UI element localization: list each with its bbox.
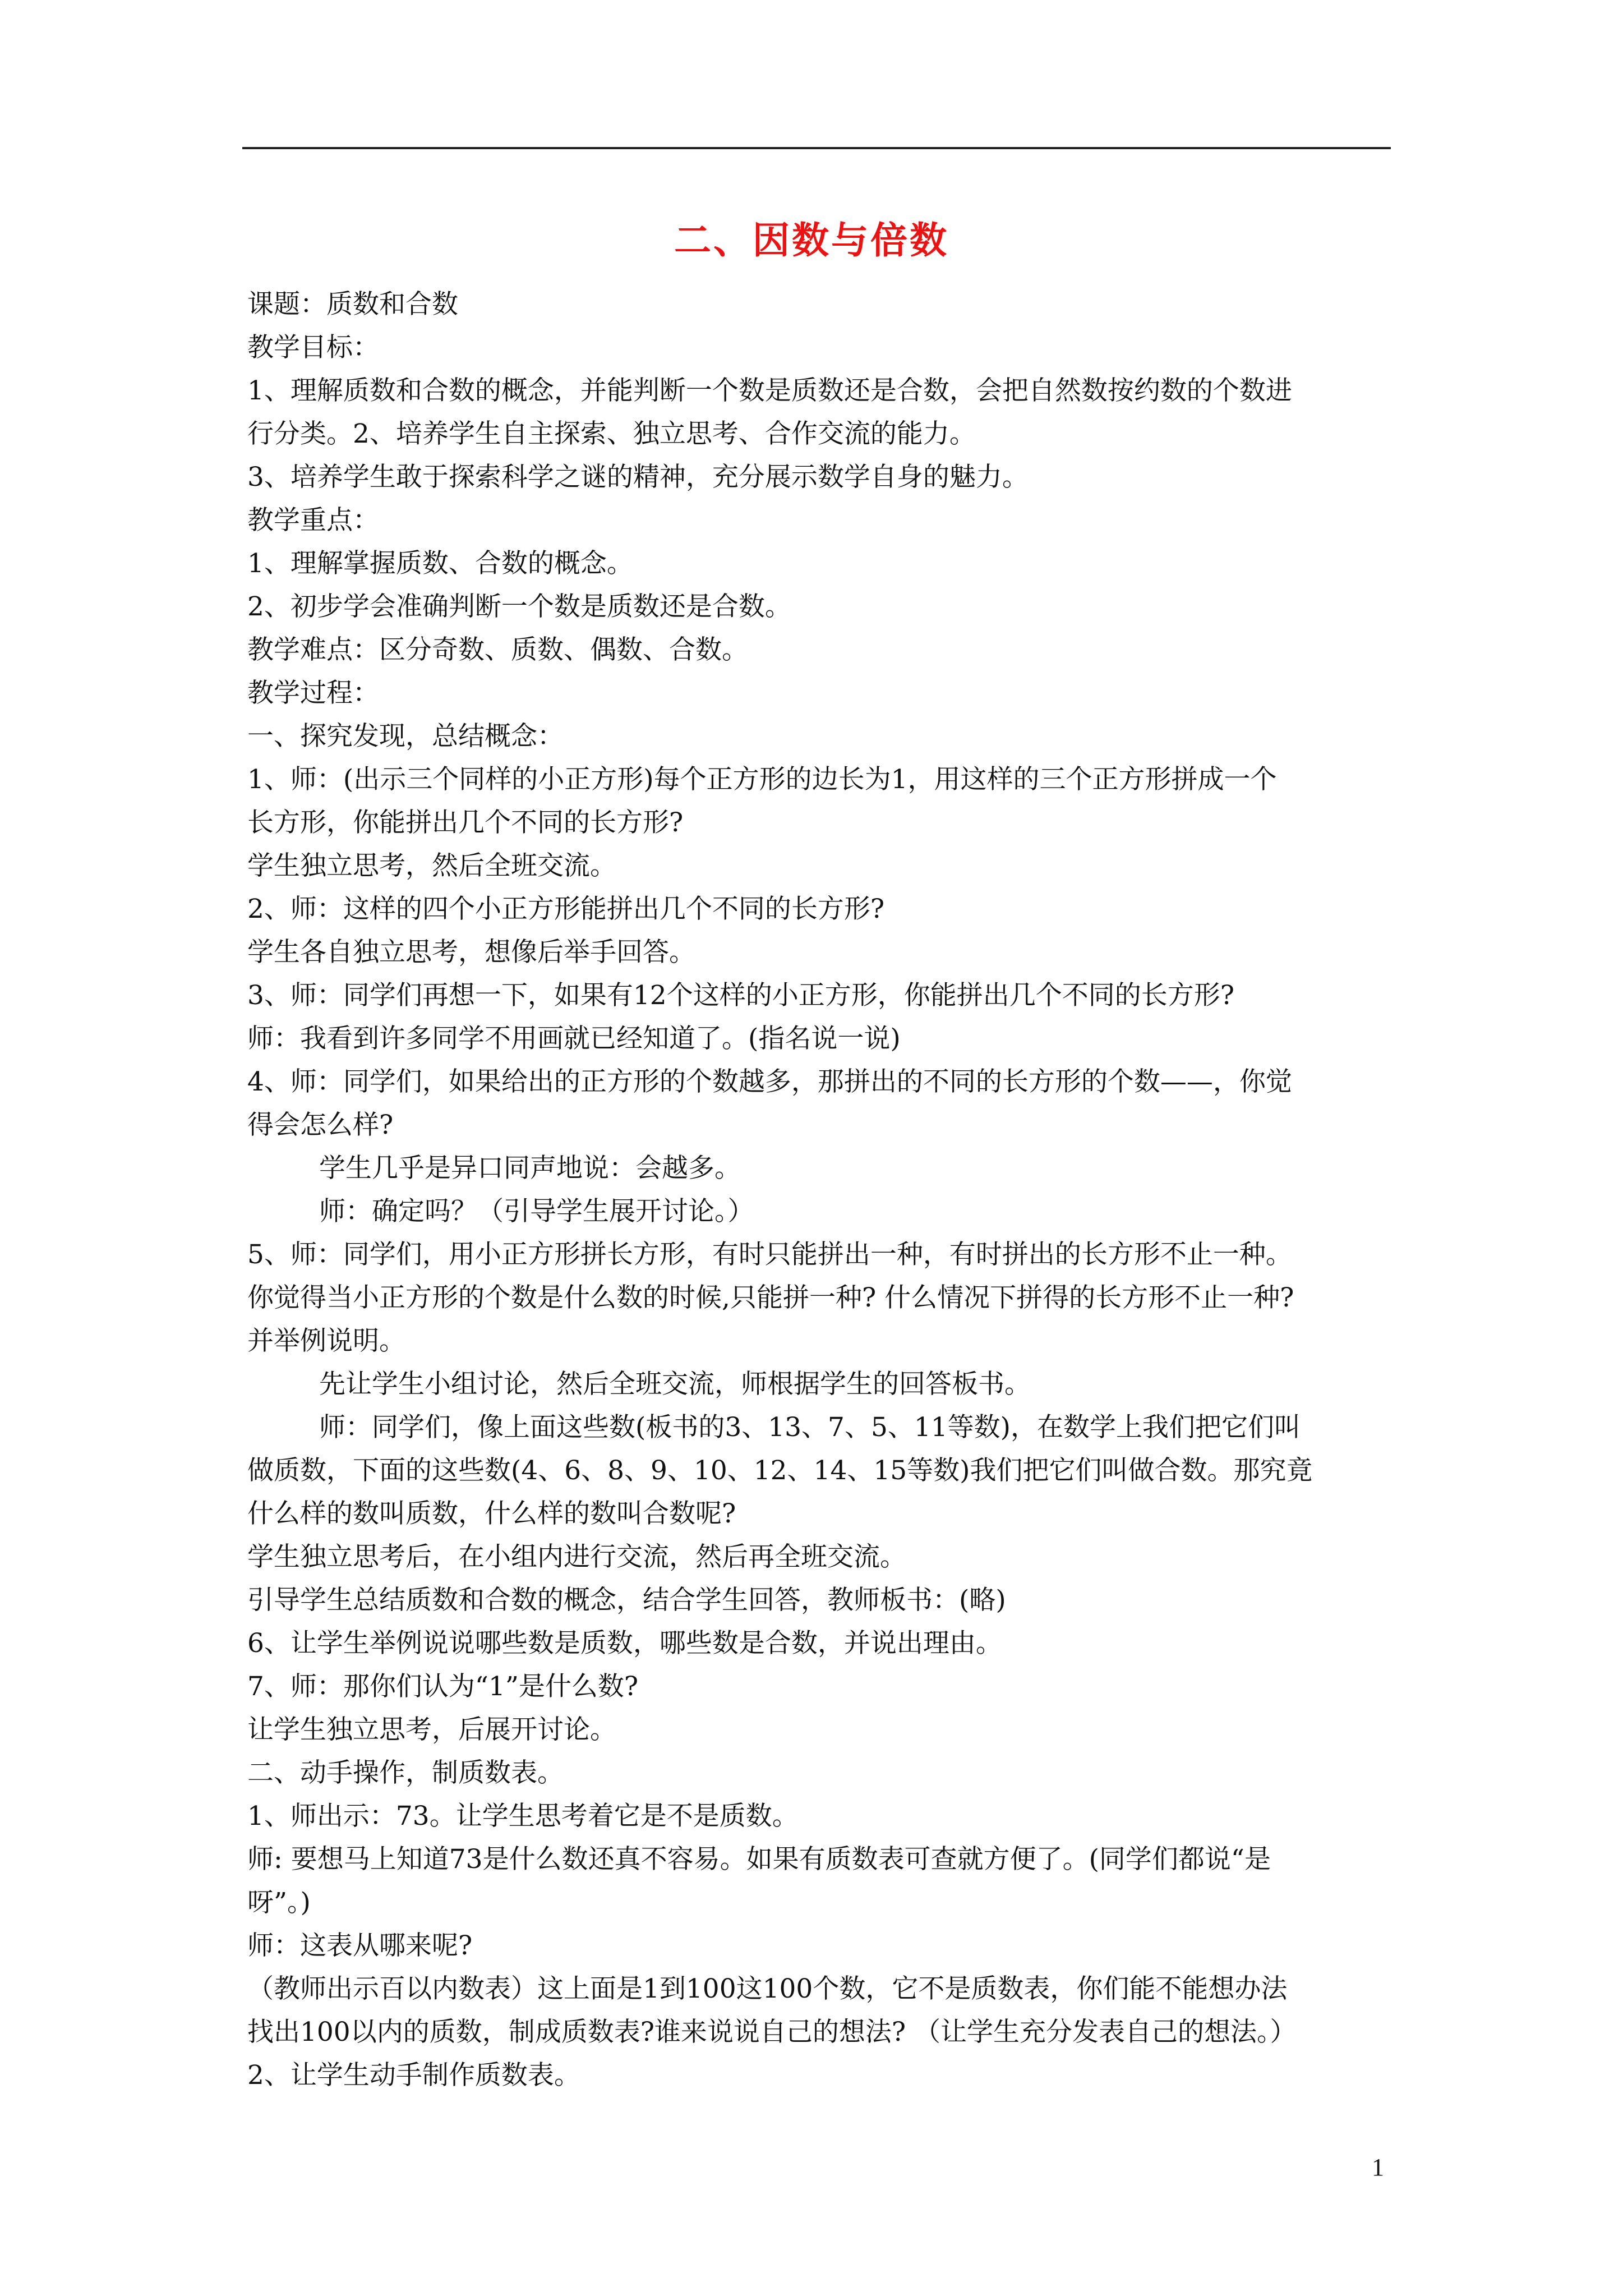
text-line: 你觉得当小正方形的个数是什么数的时候,只能拼一种? 什么情况下拼得的长方形不止一种?	[247, 1282, 1294, 1313]
text-line: 得会怎么样?	[247, 1110, 394, 1140]
text-line: 找出100以内的质数，制成质数表?谁来说说自己的想法? （让学生充分发表自己的想法。）	[247, 2017, 1297, 2047]
text-line: 课题：质数和合数	[247, 289, 458, 320]
text-line: 2、师：这样的四个小正方形能拼出几个不同的长方形?	[247, 894, 885, 924]
text-line: 师：同学们，像上面这些数(板书的3、13、7、5、11等数)，在数学上我们把它们叫	[319, 1412, 1301, 1443]
text-line: 教学目标：	[247, 332, 379, 363]
text-line: 并举例说明。	[247, 1326, 405, 1356]
text-line: 让学生独立思考，后展开讨论。	[247, 1714, 616, 1745]
text-line: 学生各自独立思考，想像后举手回答。	[247, 937, 695, 968]
text-line: 5、师：同学们，用小正方形拼长方形，有时只能拼出一种，有时拼出的长方形不止一种。	[247, 1239, 1292, 1270]
text-line: （教师出示百以内数表）这上面是1到100这100个数，它不是质数表，你们能不能想办法	[247, 1973, 1288, 2004]
text-line: 3、师：同学们再想一下，如果有12个这样的小正方形，你能拼出几个不同的长方形?	[247, 980, 1234, 1011]
text-line: 什么样的数叫质数，什么样的数叫合数呢?	[247, 1498, 736, 1529]
text-line: 教学过程：	[247, 678, 379, 708]
text-line: 师: 要想马上知道73是什么数还真不容易。如果有质数表可查就方便了。(同学们都说“是	[247, 1844, 1271, 1875]
text-line: 教学难点：区分奇数、质数、偶数、合数。	[247, 634, 748, 665]
text-line: 一、探究发现，总结概念：	[247, 721, 564, 752]
text-line: 教学重点：	[247, 505, 379, 536]
text-line: 1、理解掌握质数、合数的概念。	[247, 548, 633, 579]
text-line: 1、理解质数和合数的概念，并能判断一个数是质数还是合数，会把自然数按约数的个数进	[247, 375, 1292, 406]
document-body	[247, 283, 1391, 2097]
text-line: 学生独立思考，然后全班交流。	[247, 850, 616, 881]
text-line: 做质数，下面的这些数(4、6、8、9、10、12、14、15等数)我们把它们叫做合数。那究竟	[247, 1455, 1313, 1486]
text-line: 7、师：那你们认为“1”是什么数?	[247, 1671, 639, 1702]
text-line: 二、动手操作，制质数表。	[247, 1757, 564, 1788]
document-title: 二、因数与倍数	[674, 219, 949, 262]
text-line: 2、初步学会准确判断一个数是质数还是合数。	[247, 591, 791, 622]
text-line: 1、师：(出示三个同样的小正方形)每个正方形的边长为1，用这样的三个正方形拼成一个	[247, 764, 1277, 795]
text-line: 师：这表从哪来呢?	[247, 1930, 473, 1961]
text-line: 师：我看到许多同学不用画就已经知道了。(指名说一说)	[247, 1023, 901, 1054]
text-line: 1、师出示：73。让学生思考着它是不是质数。	[247, 1801, 799, 1832]
text-line: 学生几乎是异口同声地说：会越多。	[319, 1153, 741, 1184]
text-line: 引导学生总结质数和合数的概念，结合学生回答，教师板书：(略)	[247, 1585, 1006, 1616]
text-line: 呀”。)	[247, 1887, 311, 1918]
text-line: 2、让学生动手制作质数表。	[247, 2060, 580, 2091]
text-line: 先让学生小组讨论，然后全班交流，师根据学生的回答板书。	[319, 1369, 1031, 1400]
text-line: 学生独立思考后，在小组内进行交流，然后再全班交流。	[247, 1542, 906, 1572]
text-line: 长方形，你能拼出几个不同的长方形?	[247, 807, 684, 838]
header-rule	[242, 147, 1391, 149]
text-line: 3、培养学生敢于探索科学之谜的精神，充分展示数学自身的魅力。	[247, 462, 1029, 493]
text-line: 行分类。2、培养学生自主探索、独立思考、合作交流的能力。	[247, 418, 976, 449]
text-line: 6、让学生举例说说哪些数是质数，哪些数是合数，并说出理由。	[247, 1628, 1002, 1659]
page-number: 1	[1372, 2154, 1384, 2181]
text-line: 4、师：同学们，如果给出的正方形的个数越多，那拼出的不同的长方形的个数——，你觉	[247, 1066, 1292, 1097]
text-line: 师：确定吗？（引导学生展开讨论。）	[319, 1196, 754, 1227]
